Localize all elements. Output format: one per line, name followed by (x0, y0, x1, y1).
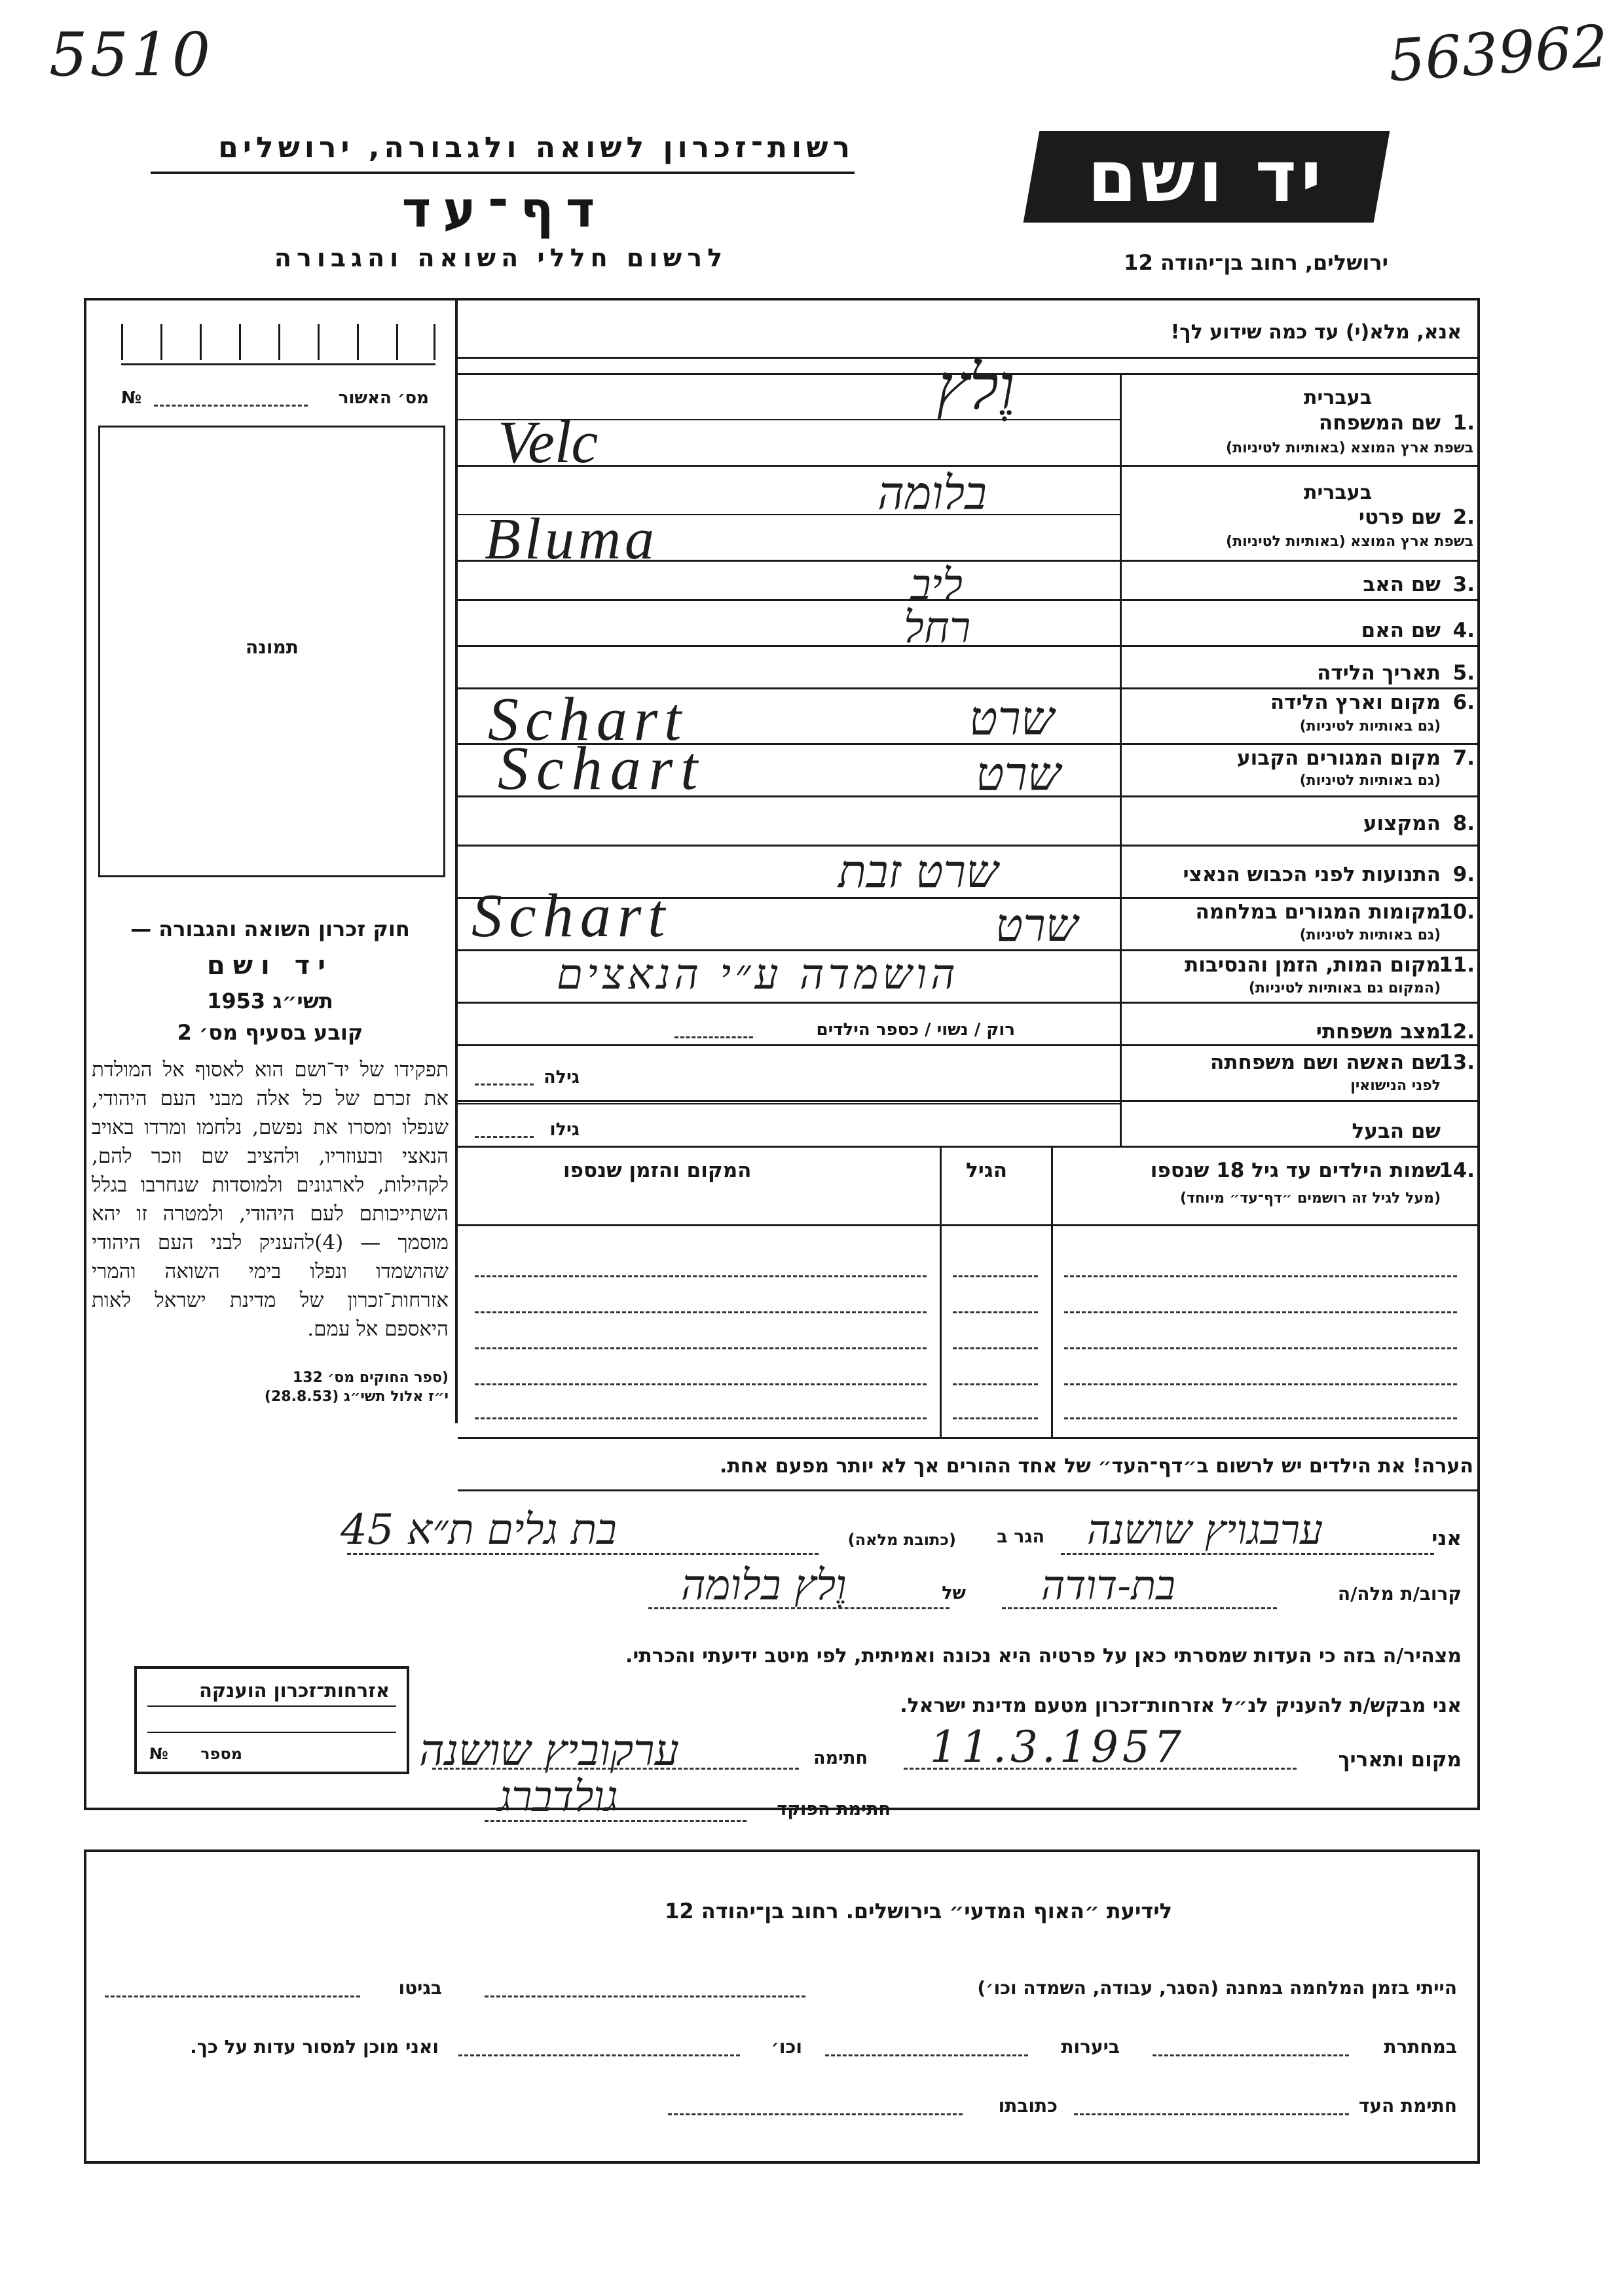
label-column-divider (1120, 373, 1122, 1146)
citizenship-line-2 (147, 1732, 396, 1733)
field-3-value: ליב (910, 560, 963, 610)
decl-address-line (347, 1553, 819, 1555)
yad-vashem-logo (1024, 131, 1390, 223)
witness-line2-forests: ביערות (1061, 2036, 1120, 2058)
decl-relation-value: בת-דודה (1041, 1561, 1175, 1609)
field-7-label: מקום המגורים הקבוע (1237, 746, 1441, 770)
decl-of-value: וֶלץ בלומה (681, 1561, 847, 1610)
field-13-age-label: גילה (544, 1067, 580, 1087)
child-age-line (953, 1311, 1038, 1313)
row-half-sep (458, 1103, 1120, 1104)
citizenship-number-suffix: № (149, 1745, 168, 1763)
field-7-sub1: (גם באותיות לטיניות) (1299, 773, 1441, 789)
field-8-num: 8. (1452, 812, 1475, 835)
decl-officer-label: חתימת הפוקד (777, 1799, 891, 1819)
child-place-line (475, 1347, 927, 1349)
field-2-sub1: בעברית (1304, 481, 1372, 504)
field-13-age-line (475, 1084, 534, 1085)
row-sep (458, 1100, 1477, 1102)
note-bottom (458, 1489, 1477, 1491)
witness-line2-underground-blank (1153, 2054, 1349, 2056)
decl-i-label: אני (1431, 1527, 1462, 1550)
field-9-value: שרט זבת (838, 845, 999, 898)
form-subtitle: לרשום חללי השואה והגבורה (274, 244, 728, 272)
decl-name-value: ערבגויץ שושנה (1087, 1506, 1323, 1554)
field-6-latin-value: Schart (488, 685, 688, 754)
children-header-bottom (458, 1224, 1477, 1226)
husband-label: שם הבעל (1352, 1120, 1441, 1143)
photo-label: תמונה (246, 636, 299, 658)
field-5-num: 5. (1452, 661, 1475, 685)
children-col-divider-1 (1051, 1146, 1053, 1437)
field-2-label: שם פרטי (1358, 505, 1441, 529)
child-age-line (953, 1383, 1038, 1385)
law-text: תפקידו של יד־ושם הוא לאסוף אל המולדת את זכרם של כל אלה מבני העם היהודי, שנפלו ומסרו את נפשם, נלחמו ומרדו באויב הנאצי ובעוזריו, ולהציב שם וזכר להם, לקהילות, לארגונים ולמוסדות שנחרבו בגלל השתייכותם לעם היהודי, ולמטרה זו יהא מוסמך — (4)להעניק לבני העם היהודי שהושמדו ונפלו בימי השואה והמרי אזרחות־זכרון של מדינת ישראל לאות היאספם אל עמם. (92, 1058, 449, 1341)
field-10-latin-value: Schart (471, 882, 672, 950)
decl-signature-line (432, 1768, 799, 1770)
field-6-label: מקום וארץ הלידה (1270, 691, 1441, 714)
decl-of-line (648, 1607, 950, 1609)
field-10-label: מקומות המגורים במלחמה (1195, 900, 1441, 924)
child-name-line (1064, 1275, 1457, 1277)
field-12-options: רוק / נשוי / כספר הילדים (816, 1020, 1015, 1040)
witness-line3-address: כתובתו (998, 2095, 1058, 2117)
child-place-line (475, 1417, 927, 1419)
field-5-label: תאריך הלידה (1317, 661, 1441, 685)
field-12-label: מצב משפחתי (1316, 1020, 1441, 1044)
field-6-hebrew-value: שרט (969, 691, 1054, 746)
decl-date-value: 11.3.1957 (930, 1722, 1185, 1772)
witness-line3-signature: חתימת העד (1358, 2095, 1457, 2117)
witness-line2-ready: ואני מוכן למסור עדות על כך. (190, 2036, 439, 2058)
decl-officer-value: גולדברג (498, 1773, 618, 1821)
decl-statement-1: מצהיר/ה בזה כי העדות שמסרתי כאן על פרטיה היא נכונה ואמיתית, לפי מיטב ידיעתי והכרתי. (625, 1645, 1462, 1667)
logo-text: יד ושם (1087, 136, 1326, 218)
law-name: יד ושם (206, 951, 334, 981)
approval-line (154, 405, 308, 407)
field-4-value: רחל (904, 602, 971, 653)
witness-line1-blank (485, 1995, 805, 1997)
decl-resident-label: הגר ב (997, 1527, 1044, 1547)
organization-underline (151, 172, 855, 174)
witness-line3-signature-blank (1074, 2113, 1349, 2115)
note-text: הערה! את הילדים יש לרשום ב״דף־העד״ של אחד ההורים אך לא יותר מפעם אחת. (720, 1455, 1473, 1478)
field-10-num: 10. (1439, 900, 1475, 924)
law-clause: קובע בסעיף מס׳ 2 (177, 1020, 363, 1045)
decl-of-label: של (942, 1583, 966, 1603)
field-2-hebrew-value: בלומה (877, 466, 987, 520)
field-2-latin-value: Bluma (485, 507, 658, 572)
archive-number: 5510 (49, 20, 213, 90)
child-name-line (1064, 1311, 1457, 1313)
field-7-num: 7. (1452, 746, 1475, 770)
children-num: 14. (1439, 1159, 1475, 1182)
witness-line2-underground: במחתרת (1384, 2036, 1457, 2058)
decl-relation-line (1002, 1607, 1277, 1609)
children-col-names: שמות הילדים עד גיל 18 שנספו (1150, 1159, 1441, 1182)
child-place-line (475, 1311, 927, 1313)
row-sep (458, 599, 1477, 601)
field-2-num: 2. (1452, 505, 1475, 529)
law-section (92, 917, 449, 1405)
field-9-num: 9. (1452, 863, 1475, 886)
decl-address-hint: (כתובת מלאה) (847, 1531, 956, 1549)
field-10-hebrew-value: שרט (995, 898, 1079, 952)
child-place-line (475, 1275, 927, 1277)
page-number: 563962 (1386, 12, 1611, 95)
address: ירושלים, רחוב בן־יהודה 12 (1124, 250, 1388, 275)
field-1-num: 1. (1452, 411, 1475, 435)
field-6-num: 6. (1452, 691, 1475, 714)
field-12-children-line (674, 1036, 753, 1038)
decl-signature-value: ערקוביץ שושנה (419, 1725, 679, 1776)
field-7-hebrew-value: שרט (976, 746, 1061, 801)
decl-name-line (1061, 1553, 1434, 1555)
child-name-line (1064, 1383, 1457, 1385)
field-2-sub2: בשפת ארץ המוצא (באותיות לטיניות) (1226, 534, 1473, 550)
children-col-names-sub: (מעל לגיל זה רושמים ״דף־עד״ מיוחד) (1179, 1190, 1441, 1207)
field-10-sub1: (גם באותיות לטיניות) (1299, 927, 1441, 943)
row-sep (458, 1044, 1477, 1046)
child-age-line (953, 1417, 1038, 1419)
citizenship-title: אזרחות־זכרון הוענקה (198, 1679, 390, 1702)
husband-age-line (475, 1136, 534, 1138)
left-column-divider (455, 301, 458, 1423)
field-3-num: 3. (1452, 573, 1475, 596)
law-year: תשי״ג 1953 (207, 989, 333, 1013)
field-1-label: שם המשפחה (1318, 411, 1441, 435)
field-6-sub1: (גם באותיות לטיניות) (1299, 718, 1441, 735)
child-age-line (953, 1275, 1038, 1277)
field-12-num: 12. (1439, 1020, 1475, 1044)
field-8-label: המקצוע (1363, 812, 1441, 835)
witness-line1-start: הייתי בזמן המלחמה במחנה (הסגר, עבודה, השמדה וכו׳) (977, 1977, 1457, 1999)
field-7-latin-value: Schart (498, 735, 706, 803)
field-11-sub1: (המקום גם באותיות לטיניות) (1248, 980, 1441, 996)
law-title: חוק זכרון השואה והגבורה — (130, 917, 410, 941)
approval-label: מס׳ האשור (338, 388, 429, 408)
decl-relation-label: קרוב/ת מלה/ה (1337, 1583, 1462, 1605)
witness-line2-forests-blank (825, 2054, 1028, 2056)
witness-line3-address-blank (668, 2113, 963, 2115)
field-4-num: 4. (1452, 619, 1475, 642)
citizenship-line-1 (147, 1705, 396, 1707)
field-3-label: שם האב (1363, 573, 1441, 596)
citizenship-number-label: מספר (200, 1745, 242, 1763)
approval-suffix: № (121, 388, 142, 408)
witness-box (84, 1850, 1480, 2164)
field-9-label: התנועות לפני הכבוש הנאצי (1183, 863, 1441, 886)
field-11-label: מקום המות, הזמן והנסיבות (1185, 953, 1441, 977)
law-source-date: י״ז אלול תשי״ג (28.8.53) (264, 1389, 449, 1405)
children-col-age: הגיל (966, 1159, 1008, 1182)
field-11-value: הושמדה ע״י הנאצים (557, 951, 959, 999)
note-top (458, 1437, 1477, 1439)
child-age-line (953, 1347, 1038, 1349)
field-13-sub1: לפני הנישואין (1350, 1078, 1441, 1094)
row-sep (458, 1002, 1477, 1004)
row-sep (458, 1146, 1477, 1148)
field-13-num: 13. (1439, 1051, 1475, 1074)
intro-text: אנא, מלא(י) עד כמה שידוע לך! (1170, 321, 1462, 344)
field-1-sub2: בשפת ארץ המוצא (באותיות לטיניות) (1226, 440, 1473, 456)
child-name-line (1064, 1417, 1457, 1419)
children-col-divider-2 (940, 1146, 942, 1437)
field-1-sub1: בעברית (1304, 386, 1372, 409)
field-1-latin-value: Velc (498, 409, 599, 475)
decl-date-line (904, 1768, 1297, 1770)
child-name-line (1064, 1347, 1457, 1349)
decl-place-date-label: מקום ותאריך (1338, 1748, 1462, 1772)
children-col-place: המקום והזמן שנספו (563, 1159, 752, 1182)
witness-line1-end: בגיטו (398, 1977, 442, 1999)
witness-line2-etc-blank (458, 2054, 740, 2056)
decl-officer-line (485, 1820, 747, 1822)
witness-line2-etc: וכו׳ (771, 2036, 802, 2058)
law-source: (ספר החוקים מס׳ 132 (292, 1370, 449, 1386)
field-13-label: שם האשה ושם משפחתה (1210, 1051, 1441, 1074)
husband-age-label: גילו (549, 1120, 580, 1140)
field-11-num: 11. (1439, 953, 1475, 977)
child-place-line (475, 1383, 927, 1385)
field-1-hebrew-value: וֶלץ (936, 350, 1015, 424)
witness-title: לידיעת ״האוף המדעי״ בירושלים. רחוב בן־יהודה 12 (665, 1899, 1172, 1923)
form-title: דף־עד (401, 180, 607, 238)
witness-line1-ghetto-blank (105, 1995, 360, 1997)
decl-statement-2: אני מבקש/ת להעניק לנ״ל אזרחות־זכרון מטעם מדינת ישראל. (900, 1694, 1462, 1717)
decl-signature-label: חתימה (813, 1748, 868, 1768)
field-4-label: שם האם (1361, 619, 1441, 642)
approval-ticks (121, 324, 435, 365)
organization-name: רשות־זכרון לשואה ולגבורה, ירושלים (218, 131, 855, 164)
decl-address-value: בת גלים ת״א 45 (341, 1506, 617, 1554)
